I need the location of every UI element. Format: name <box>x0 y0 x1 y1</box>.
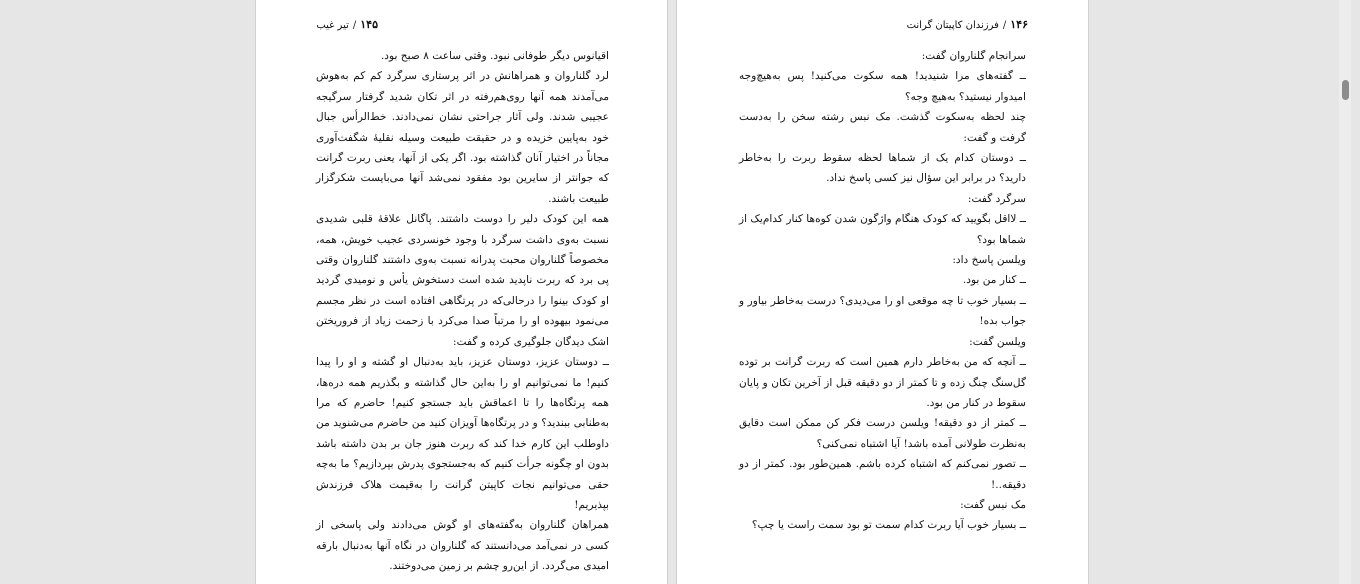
paragraph: ــ تصور نمی‌کنم که اشتباه کرده باشم. همین‌طور بود. کمتر از دو دقیقه..! <box>739 458 1026 491</box>
paragraph: ــ لااقل بگویید که کودک هنگام واژگون شدن کوه‌ها کنار کدام‌یک از شماها بود؟ <box>739 213 1026 246</box>
paragraph: سرانجام گلناروان گفت: <box>921 50 1026 62</box>
paragraph: مک نبس گفت: <box>960 498 1026 511</box>
paragraph: چند لحظه به‌سکوت گذشت. مک نبس رشته سخن را به‌دست گرفت و گفت: <box>739 111 1026 144</box>
page-body <box>316 46 609 577</box>
page-body <box>739 46 1026 536</box>
vertical-scrollbar[interactable] <box>1339 0 1351 584</box>
paragraph: همه این کودک دلیر را دوست داشتند. پاگانل علاقهٔ قلبی شدیدی نسبت به‌وی داشت سرگرد با وجود خونسردی عجیب خویش، همه، مخصوصاً گلناروان محبت پدرانه نسبت به‌وی داشتند گلناروان وقتی پی برد که ربرت ناپدید شده است دستخوش یأس و نومیدی گردید او کودک بینوا را درحالی‌که در پرتگاهی افتاده است در نظر مجسم می‌نمود بیهوده او را مرتباً صدا می‌کرد با زحمت زیاد از فروریختن اشک دیدگان جلوگیری کرده و گفت: <box>316 213 609 348</box>
scrollbar-thumb[interactable] <box>1342 80 1349 100</box>
running-title: تیر غیب <box>316 20 349 31</box>
header-separator: / <box>1002 20 1007 31</box>
paragraph: ــ آنچه که من به‌خاطر دارم همین است که ربرت گرانت بر توده گل‌سنگ چنگ زده و تا کمتر از دو دقیقه قبل از آخرین تکان و پایان سقوط در کنار من بود. <box>739 356 1026 409</box>
paragraph: ــ بسیار خوب آیا ربرت کدام سمت تو بود سمت راست یا چپ؟ <box>751 519 1026 532</box>
paragraph: اقیانوس دیگر طوفانی نبود. وقتی ساعت ۸ صبح بود. <box>380 50 609 62</box>
header-separator: / <box>352 20 357 31</box>
paragraph: ــ کنار من بود. <box>962 274 1026 287</box>
paragraph: سرگرد گفت: <box>967 192 1026 205</box>
paragraph: ــ دوستان کدام یک از شماها لحظه سقوط ربرت را به‌خاطر دارید؟ در برابر این سؤال نیز کسی پاسخ نداد. <box>739 152 1026 185</box>
paragraph: همراهان گلناروان به‌گفته‌های او گوش می‌دادند ولی پاسخی از کسی در نمی‌آمد می‌دانستند که گلناروان در نگاه آنها به‌دنبال بارقه امیدی می‌گردد. از این‌رو چشم بر زمین می‌دوختند. <box>316 519 609 573</box>
paragraph: ویلسن گفت: <box>969 335 1026 348</box>
running-title: فرزندان کاپیتان گرانت <box>906 20 999 31</box>
paragraph: ــ دوستان عزیز، دوستان عزیز، باید به‌دنبال او گشته و او را پیدا کنیم! ما نمی‌توانیم او را به‌این حال گذاشته و بگذریم همه دره‌ها، همه پرتگاه‌ها را تا اعماقش باید جستجو کنیم! حاضرم که مرا به‌طنابی ببندید؟ و در پرتگاه‌ها آویزان کنید من حاضرم می‌شنوید من داوطلب این کارم خدا کند که ربرت هنوز جان بر بدن داشته باشد بدون او چگونه جرأت کنیم که به‌جستجوی پدرش بپردازیم؟ ما به‌چه حقی می‌توانیم نجات کاپیتن گرانت را به‌قیمت هلاک فرزندش بپذیریم! <box>316 356 609 511</box>
paragraph: ــ بسیار خوب تا چه موقعی او را می‌دیدی؟ درست به‌خاطر بیاور و جواب بده! <box>739 294 1026 328</box>
paragraph: ویلسن پاسخ داد: <box>952 254 1026 267</box>
page-146 <box>677 0 1088 584</box>
paragraph: ــ گفته‌های مرا شنیدید! همه سکوت می‌کنید! پس به‌هیچ‌وجه امیدوار نیستید؟ به‌هیچ وجه؟ <box>739 70 1026 103</box>
page-number: ۱۴۵ <box>360 18 378 31</box>
page-145 <box>256 0 667 584</box>
page-header <box>906 18 1028 34</box>
page-header <box>314 18 378 34</box>
paragraph: ــ کمتر از دو دقیقه! ویلسن درست فکر کن ممکن است دقایق به‌نظرت طولانی آمده باشد! آیا اشتباه نمی‌کنی؟ <box>739 417 1026 450</box>
page-number: ۱۴۶ <box>1010 18 1028 31</box>
paragraph: لرد گلناروان و همراهانش در اثر پرستاری سرگرد کم کم به‌هوش می‌آمدند همه آنها روی‌هم‌رفته در اثر تکان شدید گرفتار سرگیجه عجیبی شدند. ولی آثار جراحتی نشان نمی‌دادند. خط‌الرأس جبال خود به‌پایین خزیده و در حقیقت طبیعت وسیله نقلیهٔ شگفت‌آوری مجاناً در اختیار آنان گذاشته بود. اگر یکی از آنها، یعنی ربرت گرانت که جوانتر از سایرین بود مفقود نمی‌شد آنها می‌بایست شکرگزار طبیعت باشند. <box>316 70 609 205</box>
